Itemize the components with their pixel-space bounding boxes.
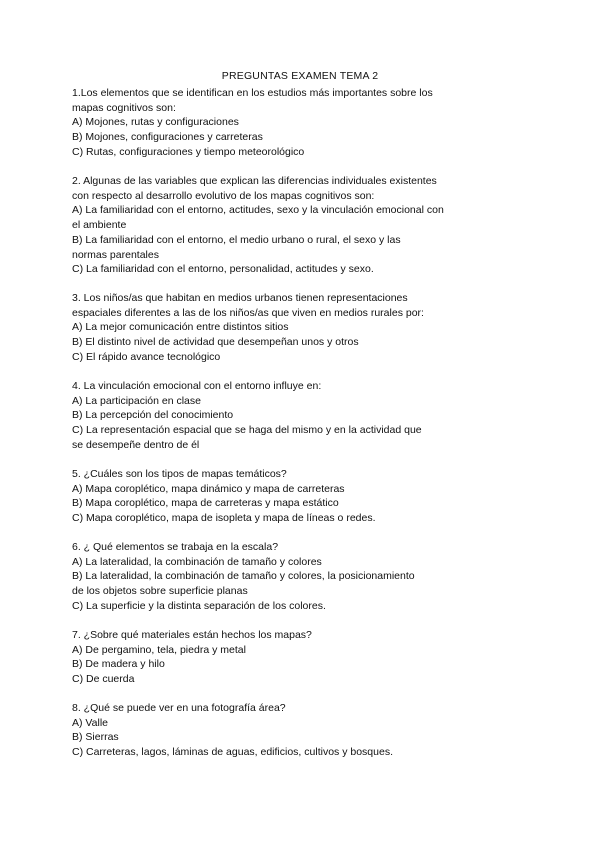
- document-title: PREGUNTAS EXAMEN TEMA 2: [221, 70, 379, 82]
- question-1-line-2: mapas cognitivos son:: [72, 101, 176, 114]
- question-6-option-c: C) La superficie y la distinta separación de los colores.: [72, 599, 326, 612]
- question-7-option-a: A) De pergamino, tela, piedra y metal: [72, 643, 246, 656]
- question-1-option-c: C) Rutas, configuraciones y tiempo meteorológico: [72, 145, 305, 158]
- question-2-option-c: C) La familiaridad con el entorno, personalidad, actitudes y sexo.: [72, 263, 374, 276]
- question-8-option-c: C) Carreteras, lagos, láminas de aguas, edificios, cultivos y bosques.: [72, 746, 393, 759]
- question-3-line-1: 3. Los niños/as que habitan en medios urbanos tienen representaciones: [72, 292, 408, 304]
- question-4-option-c-cont: se desempeñe dentro de él: [72, 438, 200, 451]
- question-6: [72, 540, 512, 614]
- question-1-option-a: A) Mojones, rutas y configuraciones: [72, 116, 239, 129]
- question-2-line-2: con respecto al desarrollo evolutivo de los mapas cognitivos son:: [72, 189, 375, 202]
- question-2: [72, 174, 512, 277]
- question-8-option-b: B) Sierras: [72, 731, 119, 744]
- question-3-option-a: A) La mejor comunicación entre distintos sitios: [72, 321, 289, 334]
- question-7-option-c: C) De cuerda: [72, 673, 135, 686]
- question-6-option-b: B) La lateralidad, la combinación de tamaño y colores, la posicionamiento: [72, 570, 415, 583]
- question-5-option-b: B) Mapa coroplético, mapa de carreteras y mapa estático: [72, 497, 339, 510]
- question-3-option-b: B) El distinto nivel de actividad que desempeñan unos y otros: [72, 336, 359, 349]
- question-4-line-1: 4. La vinculación emocional con el entorno influye en:: [72, 380, 322, 392]
- question-2-option-a-cont: el ambiente: [72, 219, 127, 232]
- question-7-option-b: B) De madera y hilo: [72, 658, 165, 671]
- question-7: [72, 628, 512, 687]
- question-8-line-1: 8. ¿Qué se puede ver en una fotografía área?: [72, 702, 286, 714]
- question-4-option-a: A) La participación en clase: [72, 394, 201, 407]
- question-6-option-a: A) La lateralidad, la combinación de tamaño y colores: [72, 555, 322, 568]
- question-6-line-1: 6. ¿ Qué elementos se trabaja en la escala?: [72, 541, 279, 553]
- question-4-option-b: B) La percepción del conocimiento: [72, 409, 234, 422]
- question-8-option-a: A) Valle: [72, 716, 108, 729]
- question-5-line-1: 5. ¿Cuáles son los tipos de mapas temáticos?: [72, 468, 287, 480]
- question-5: [72, 467, 512, 526]
- question-4: [72, 379, 512, 453]
- question-7-line-1: 7. ¿Sobre qué materiales están hechos los mapas?: [72, 629, 312, 641]
- question-3-line-2: espaciales diferentes a las de los niños/as que viven en medios rurales por:: [72, 306, 424, 319]
- question-1: [72, 86, 512, 160]
- question-8: [72, 701, 512, 760]
- question-1-line-1: 1.Los elementos que se identifican en los estudios más importantes sobre los: [72, 87, 433, 99]
- question-2-option-b: B) La familiaridad con el entorno, el medio urbano o rural, el sexo y las: [72, 233, 401, 246]
- question-3-option-c: C) El rápido avance tecnológico: [72, 350, 221, 363]
- question-1-option-b: B) Mojones, configuraciones y carreteras: [72, 131, 263, 144]
- question-2-line-1: 2. Algunas de las variables que explican las diferencias individuales existentes: [72, 175, 437, 187]
- question-2-option-a: A) La familiaridad con el entorno, actitudes, sexo y la vinculación emocional con: [72, 204, 444, 217]
- question-5-option-c: C) Mapa coroplético, mapa de isopleta y mapa de líneas o redes.: [72, 512, 376, 525]
- question-2-option-b-cont: normas parentales: [72, 248, 159, 261]
- question-3: [72, 291, 512, 365]
- question-5-option-a: A) Mapa coroplético, mapa dinámico y mapa de carreteras: [72, 482, 345, 495]
- question-4-option-c: C) La representación espacial que se haga del mismo y en la actividad que: [72, 424, 422, 437]
- question-6-option-b-cont: de los objetos sobre superficie planas: [72, 585, 248, 598]
